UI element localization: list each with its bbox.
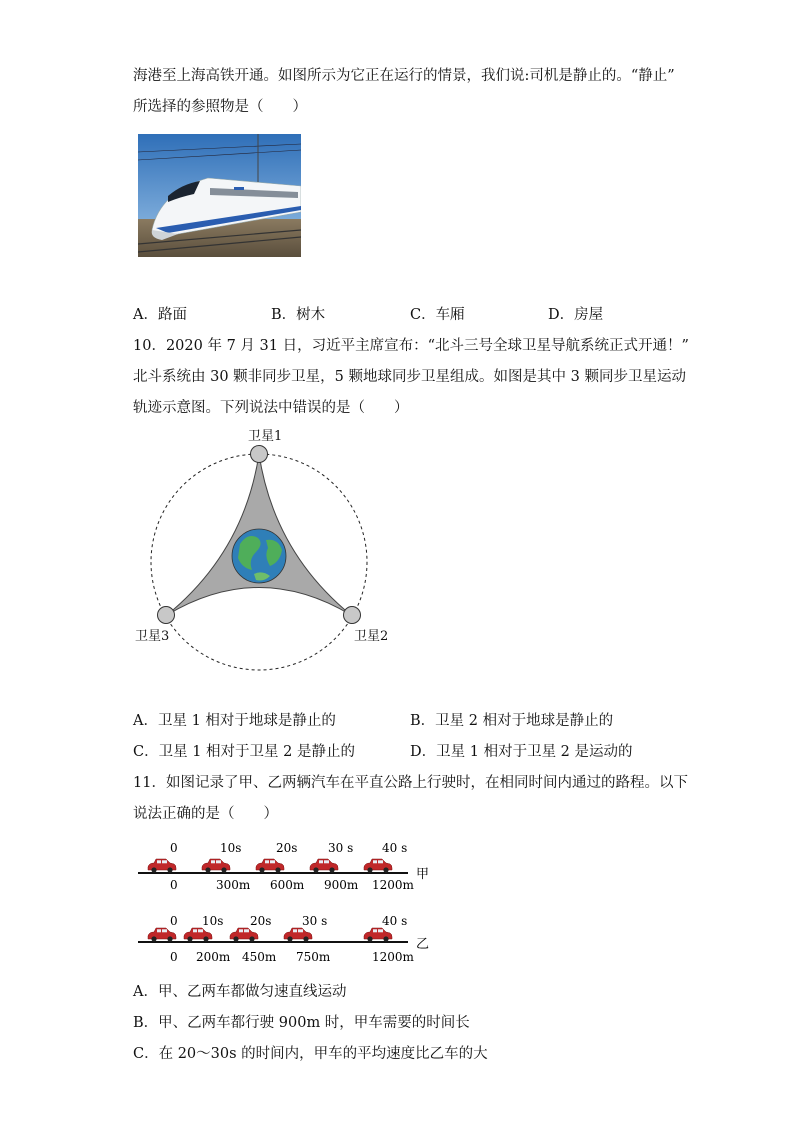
yi-time-2: 20s — [250, 914, 272, 928]
jia-dist-4: 1200m — [372, 878, 414, 892]
jia-time-1: 10s — [220, 841, 242, 855]
q10-text-line1: 10．2020 年 7 月 31 日，习近平主席宣布：“北斗三号全球卫星导航系统正式开通！” — [133, 338, 689, 354]
q9-option-a: A．路面 — [133, 307, 187, 323]
q9-option-b: B．树木 — [271, 307, 326, 323]
jia-label: 甲 — [416, 867, 430, 882]
satellite-diagram — [130, 420, 400, 680]
satellite-2 — [344, 607, 361, 624]
cars-diagram — [132, 835, 442, 970]
satellite-1 — [251, 446, 268, 463]
jia-car-0 — [148, 859, 176, 873]
jia-car-4 — [364, 859, 392, 873]
q10-text-line2: 北斗系统由 30 颗非同步卫星，5 颗地球同步卫星组成。如图是其中 3 颗同步卫星运动 — [133, 369, 686, 385]
q11-option-b: B．甲、乙两车都行驶 900m 时，甲车需要的时间长 — [133, 1015, 470, 1031]
yi-time-3: 30 s — [302, 914, 328, 928]
yi-car-2 — [230, 928, 258, 942]
q11-option-a: A．甲、乙两车都做匀速直线运动 — [133, 984, 347, 1000]
train-photo — [138, 134, 301, 257]
jia-time-0: 0 — [170, 841, 178, 855]
q11-option-c: C．在 20～30s 的时间内，甲车的平均速度比乙车的大 — [133, 1046, 488, 1062]
yi-dist-3: 750m — [296, 950, 331, 964]
jia-time-2: 20s — [276, 841, 298, 855]
yi-dist-0: 0 — [170, 950, 178, 964]
q9-option-d: D．房屋 — [548, 307, 604, 323]
q10-option-b: B．卫星 2 相对于地球是静止的 — [410, 713, 614, 729]
q10-option-d: D．卫星 1 相对于卫星 2 是运动的 — [410, 744, 633, 760]
yi-dist-1: 200m — [196, 950, 231, 964]
q10-option-c: C．卫星 1 相对于卫星 2 是静止的 — [133, 744, 355, 760]
satellite-3 — [158, 607, 175, 624]
yi-car-3 — [284, 928, 312, 942]
sat2-label: 卫星2 — [354, 629, 389, 644]
jia-car-1 — [202, 859, 230, 873]
jia-dist-1: 300m — [216, 878, 251, 892]
sat3-label: 卫星3 — [135, 629, 170, 644]
q11-text-line1: 11．如图记录了甲、乙两辆汽车在平直公路上行驶时，在相同时间内通过的路程。以下 — [133, 775, 688, 791]
yi-car-0 — [148, 928, 176, 942]
jia-dist-2: 600m — [270, 878, 305, 892]
jia-dist-0: 0 — [170, 878, 178, 892]
yi-label: 乙 — [416, 937, 430, 952]
jia-car-2 — [256, 859, 284, 873]
jia-time-3: 30 s — [328, 841, 354, 855]
q11-text-line2: 说法正确的是（ ） — [133, 806, 278, 822]
q9-text-line2: 所选择的参照物是（ ） — [133, 99, 307, 115]
yi-time-0: 0 — [170, 914, 178, 928]
yi-time-4: 40 s — [382, 914, 408, 928]
yi-dist-2: 450m — [242, 950, 277, 964]
yi-car-1 — [184, 928, 212, 942]
jia-dist-3: 900m — [324, 878, 359, 892]
yi-dist-4: 1200m — [372, 950, 414, 964]
jia-car-3 — [310, 859, 338, 873]
sat1-label: 卫星1 — [248, 429, 283, 444]
yi-time-1: 10s — [202, 914, 224, 928]
q10-option-a: A．卫星 1 相对于地球是静止的 — [133, 713, 336, 729]
jia-row — [138, 841, 429, 892]
q10-text-line3: 轨迹示意图。下列说法中错误的是（ ） — [133, 400, 409, 416]
yi-row — [138, 914, 429, 964]
q9-option-c: C．车厢 — [410, 307, 465, 323]
jia-time-4: 40 s — [382, 841, 408, 855]
q9-text-line1: 海港至上海高铁开通。如图所示为它正在运行的情景，我们说:司机是静止的。“静止” — [133, 68, 675, 84]
yi-car-4 — [364, 928, 392, 942]
